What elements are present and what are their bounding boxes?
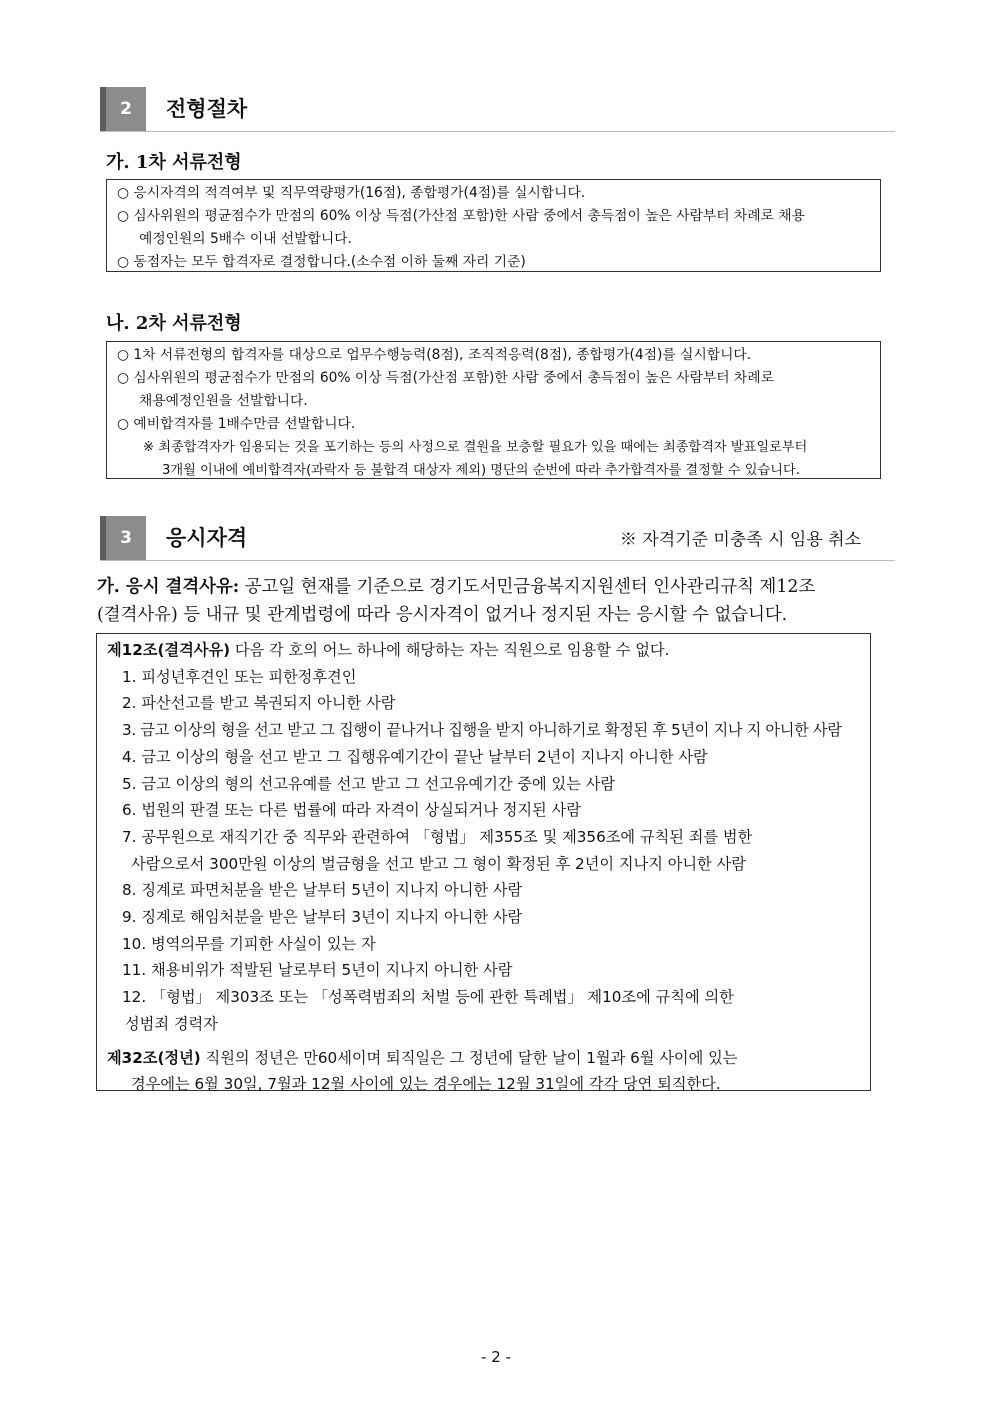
list-item-continuation: 사람으로서 300만원 이상의 벌금형을 선고 받고 그 형이 확정된 후 2년이 지나지 아니한 사람 <box>131 854 746 873</box>
section-number: 3 <box>100 516 146 560</box>
article-32-title: 제32조(정년) <box>107 1048 201 1067</box>
article-32-continuation: 경우에는 6월 30일, 7월과 12월 사이에 있는 경우에는 12월 31일에 각각 당연 퇴직한다. <box>131 1075 721 1094</box>
section-number: 2 <box>100 87 146 131</box>
intro-text: 공고일 현재를 기준으로 경기도서민금융복지지원센터 인사관리규칙 제12조 <box>239 577 816 597</box>
list-item: 7. 공무원으로 재직기간 중 직무와 관련하여 「형법」 제355조 및 제356조에 규칙된 죄를 범한 <box>122 827 753 846</box>
section-title: 응시자격 <box>166 526 248 550</box>
article-12-title: 제12조(결격사유) <box>107 641 231 659</box>
subsection-title-second-screening: 나. 2차 서류전형 <box>106 313 242 334</box>
list-item: 11. 채용비위가 적발된 날로부터 5년이 지나지 아니한 사람 <box>122 961 513 980</box>
regulation-box <box>96 633 871 1094</box>
section-note: ※ 자격기준 미충족 시 임용 취소 <box>619 530 861 550</box>
list-item: 6. 법원의 판결 또는 다른 법률에 따라 자격이 상실되거나 정지된 사람 <box>122 801 581 820</box>
list-item: 2. 파산선고를 받고 복권되지 아니한 사람 <box>122 694 396 713</box>
list-item-continuation: 채용예정인원을 선발합니다. <box>139 393 308 409</box>
list-item: 10. 병역의무를 기피한 사실이 있는 자 <box>122 934 376 953</box>
section-header-eligibility <box>100 516 895 561</box>
section-header-procedure <box>100 87 895 132</box>
list-item: ○ 심사위원의 평균점수가 만점의 60% 이상 득점(가산점 포함)한 사람 중에서 총득점이 높은 사람부터 차례로 <box>117 370 774 386</box>
list-item: 8. 징계로 파면처분을 받은 날부터 5년이 지나지 아니한 사람 <box>122 881 523 900</box>
list-item: 3. 금고 이상의 형을 선고 받고 그 집행이 끝나거나 집행을 받지 아니하기로 확정된 후 5년이 지나 지 아니한 사람 <box>122 721 842 740</box>
second-screening-box <box>106 341 881 479</box>
first-screening-box <box>106 179 881 272</box>
list-item: ○ 동점자는 모두 합격자로 결정합니다.(소수점 이하 둘째 자리 기준) <box>117 254 526 270</box>
list-item: ○ 심사위원의 평균점수가 만점의 60% 이상 득점(가산점 포함)한 사람 중에서 총득점이 높은 사람부터 차례로 채용 <box>117 208 805 224</box>
list-item-continuation: 예정인원의 5배수 이내 선발합니다. <box>139 231 352 247</box>
list-item: ○ 1차 서류전형의 합격자를 대상으로 업무수행능력(8점), 조직적응력(8점), 종합평가(4점)를 실시합니다. <box>117 347 752 363</box>
intro-label: 가. 응시 결격사유: <box>97 577 240 597</box>
article-12-text: 다음 각 호의 어느 하나에 해당하는 자는 직원으로 임용할 수 없다. <box>230 641 670 659</box>
reserve-note: ※ 최종합격자가 임용되는 것을 포기하는 등의 사정으로 결원을 보충할 필요가 있을 때에는 최종합격자 발표일로부터 <box>143 440 808 455</box>
reserve-note-continuation: 3개월 이내에 예비합격자(과락자 등 불합격 대상자 제외) 명단의 순번에 따라 추가합격자를 결정할 수 있습니다. <box>162 463 800 478</box>
subsection-title-first-screening: 가. 1차 서류전형 <box>106 152 242 173</box>
disqualification-intro <box>97 573 897 629</box>
list-item: ○ 예비합격자를 1배수만큼 선발합니다. <box>117 416 356 432</box>
list-item: 5. 금고 이상의 형의 선고유예를 선고 받고 그 선고유예기간 중에 있는 사람 <box>122 774 616 793</box>
list-item: 12. 「형법」 제303조 또는 「성폭력범죄의 처벌 등에 관한 특례법」 제10조에 규칙에 의한 <box>122 988 734 1007</box>
page-number: - 2 - <box>481 1348 511 1366</box>
list-item-continuation: 성범죄 경력자 <box>125 1014 218 1033</box>
list-item: 9. 징계로 해임처분을 받은 날부터 3년이 지나지 아니한 사람 <box>122 908 523 927</box>
section-title: 전형절차 <box>166 97 248 121</box>
list-item: 4. 금고 이상의 형을 선고 받고 그 집행유예기간이 끝난 날부터 2년이 지나지 아니한 사람 <box>122 747 708 766</box>
list-item: ○ 응시자격의 적격여부 및 직무역량평가(16점), 종합평가(4점)를 실시합니다. <box>117 185 586 201</box>
intro-text-line2: (결격사유) 등 내규 및 관계법령에 따라 응시자격이 없거나 정지된 자는 응시할 수 없습니다. <box>97 605 788 625</box>
article-32-text: 직원의 정년은 만60세이며 퇴직일은 그 정년에 달한 날이 1월과 6월 사이에 있는 <box>200 1048 738 1067</box>
list-item: 1. 피성년후견인 또는 피한정후견인 <box>122 667 357 686</box>
